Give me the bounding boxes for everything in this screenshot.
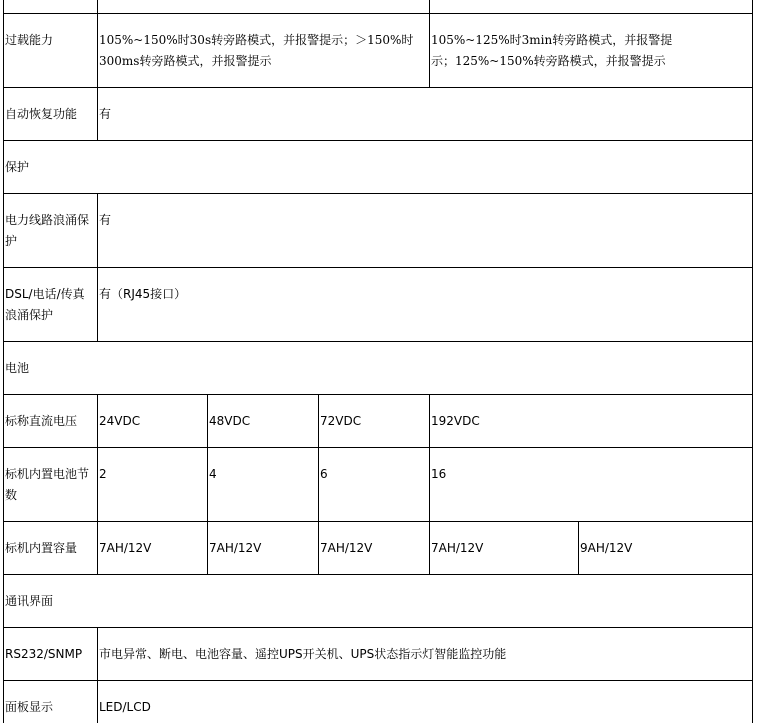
row-border bbox=[3, 87, 753, 88]
battery-capacity-value: 7AH/12V bbox=[431, 541, 484, 555]
panel-value: LED/LCD bbox=[99, 700, 151, 714]
row-border bbox=[3, 680, 753, 681]
table-border-right bbox=[752, 0, 753, 723]
col-border bbox=[97, 193, 98, 341]
row-border bbox=[3, 394, 753, 395]
row-border bbox=[3, 267, 753, 268]
row-border bbox=[3, 521, 753, 522]
surge-power-label-line1: 电力线路浪涌保 bbox=[5, 213, 90, 227]
section-protection: 保护 bbox=[5, 160, 30, 174]
battery-capacity-value: 7AH/12V bbox=[99, 541, 152, 555]
col-border bbox=[97, 627, 98, 723]
row-border bbox=[3, 447, 753, 448]
battery-count-value: 6 bbox=[320, 467, 328, 481]
overload-label: 过载能力 bbox=[5, 33, 54, 47]
row-border bbox=[3, 341, 753, 342]
row-border bbox=[3, 140, 753, 141]
battery-count-value: 16 bbox=[431, 467, 447, 481]
battery-capacity-value: 7AH/12V bbox=[209, 541, 262, 555]
nominal-dc-value: 24VDC bbox=[99, 414, 141, 428]
battery-count-label-line2: 数 bbox=[5, 488, 18, 502]
battery-capacity-label: 标机内置容量 bbox=[5, 541, 78, 555]
surge-dsl-label-line1: DSL/电话/传真 bbox=[5, 287, 85, 301]
row-border bbox=[3, 193, 753, 194]
surge-dsl-value: 有（RJ45接口） bbox=[99, 287, 187, 301]
auto-recovery-value: 有 bbox=[99, 107, 112, 121]
surge-dsl-label-line2: 浪涌保护 bbox=[5, 308, 54, 322]
nominal-dc-label: 标称直流电压 bbox=[5, 414, 78, 428]
col-border bbox=[207, 394, 208, 574]
battery-count-value: 2 bbox=[99, 467, 107, 481]
col-border bbox=[429, 394, 430, 574]
rs232-label: RS232/SNMP bbox=[5, 647, 83, 661]
nominal-dc-value: 48VDC bbox=[209, 414, 251, 428]
battery-count-value: 4 bbox=[209, 467, 217, 481]
nominal-dc-value: 72VDC bbox=[320, 414, 362, 428]
panel-label: 面板显示 bbox=[5, 700, 54, 714]
nominal-dc-value: 192VDC bbox=[431, 414, 480, 428]
battery-capacity-value: 7AH/12V bbox=[320, 541, 373, 555]
col-border bbox=[578, 521, 579, 574]
section-comm: 通讯界面 bbox=[5, 594, 54, 608]
table-border-left bbox=[3, 0, 4, 723]
overload-desc-standard-line2: 300ms转旁路模式，并报警提示 bbox=[99, 54, 272, 68]
col-border bbox=[318, 394, 319, 574]
row-border bbox=[3, 627, 753, 628]
overload-desc-high-line2: 示；125%~150%转旁路模式，并报警提示 bbox=[431, 54, 666, 68]
overload-desc-high-line1: 105%~125%时3min转旁路模式，并报警提 bbox=[431, 33, 673, 47]
row-border bbox=[3, 13, 753, 14]
auto-recovery-label: 自动恢复功能 bbox=[5, 107, 78, 121]
row-border bbox=[3, 574, 753, 575]
battery-capacity-value: 9AH/12V bbox=[580, 541, 633, 555]
surge-power-value: 有 bbox=[99, 213, 112, 227]
col-border bbox=[97, 394, 98, 574]
col-border bbox=[429, 0, 430, 87]
col-border bbox=[97, 0, 98, 140]
section-battery: 电池 bbox=[5, 361, 30, 375]
battery-count-label-line1: 标机内置电池节 bbox=[5, 467, 90, 481]
overload-desc-standard-line1: 105%~150%时30s转旁路模式，并报警提示；＞150%时 bbox=[99, 33, 414, 47]
surge-power-label-line2: 护 bbox=[5, 234, 18, 248]
rs232-value: 市电异常、断电、电池容量、遥控UPS开关机、UPS状态指示灯智能监控功能 bbox=[99, 647, 507, 661]
